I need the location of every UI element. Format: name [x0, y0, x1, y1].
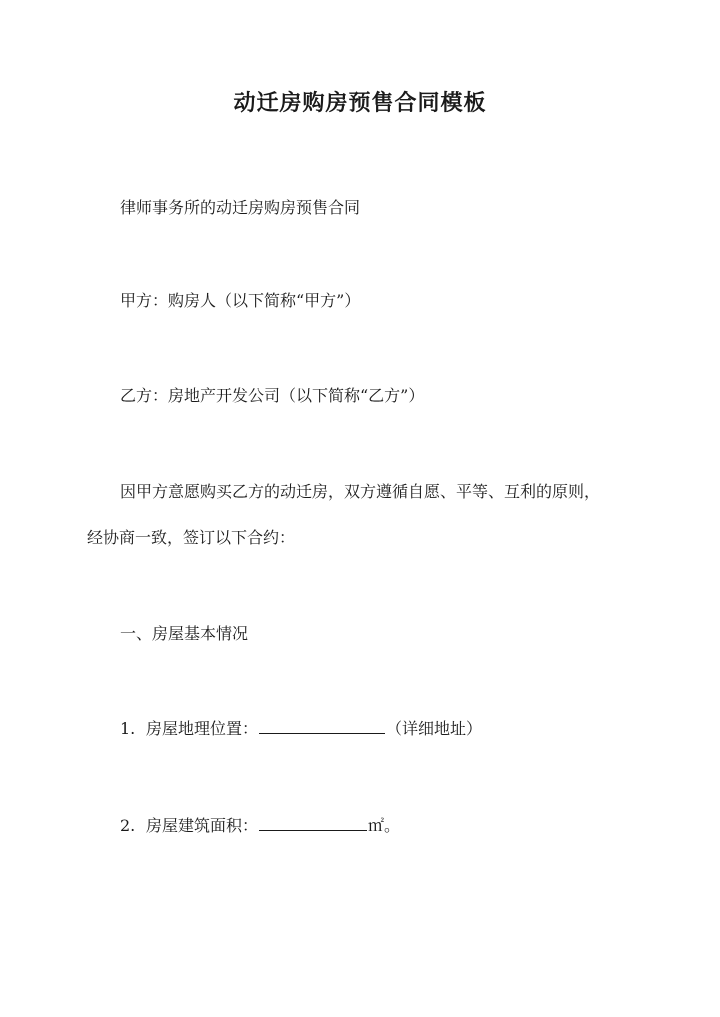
item-1-line	[120, 717, 482, 741]
party-b-line: 乙方：房地产开发公司（以下简称“乙方”）	[120, 386, 425, 405]
item-2-number: 2.	[120, 816, 136, 835]
section-1-heading: 一、房屋基本情况	[120, 624, 249, 643]
item-1-fill-blank[interactable]	[259, 719, 385, 734]
item-2-label: 房屋建筑面积：	[146, 816, 259, 835]
item-2-fill-blank[interactable]	[259, 816, 367, 831]
party-a-line: 甲方：购房人（以下简称“甲方”）	[120, 291, 361, 310]
item-2-suffix: ㎡。	[368, 816, 401, 835]
item-1-suffix: （详细地址）	[386, 719, 483, 738]
item-2-line	[120, 814, 400, 838]
intro-paragraph-line-1: 因甲方意愿购买乙方的动迁房，双方遵循自愿、平等、互利的原则，	[120, 482, 601, 501]
document-title: 动迁房购房预售合同模板	[233, 90, 487, 116]
subtitle-line: 律师事务所的动迁房购房预售合同	[120, 198, 361, 217]
item-1-label: 房屋地理位置：	[146, 719, 259, 738]
item-1-number: 1.	[120, 719, 136, 738]
intro-paragraph-line-2: 经协商一致，签订以下合约：	[87, 528, 296, 547]
